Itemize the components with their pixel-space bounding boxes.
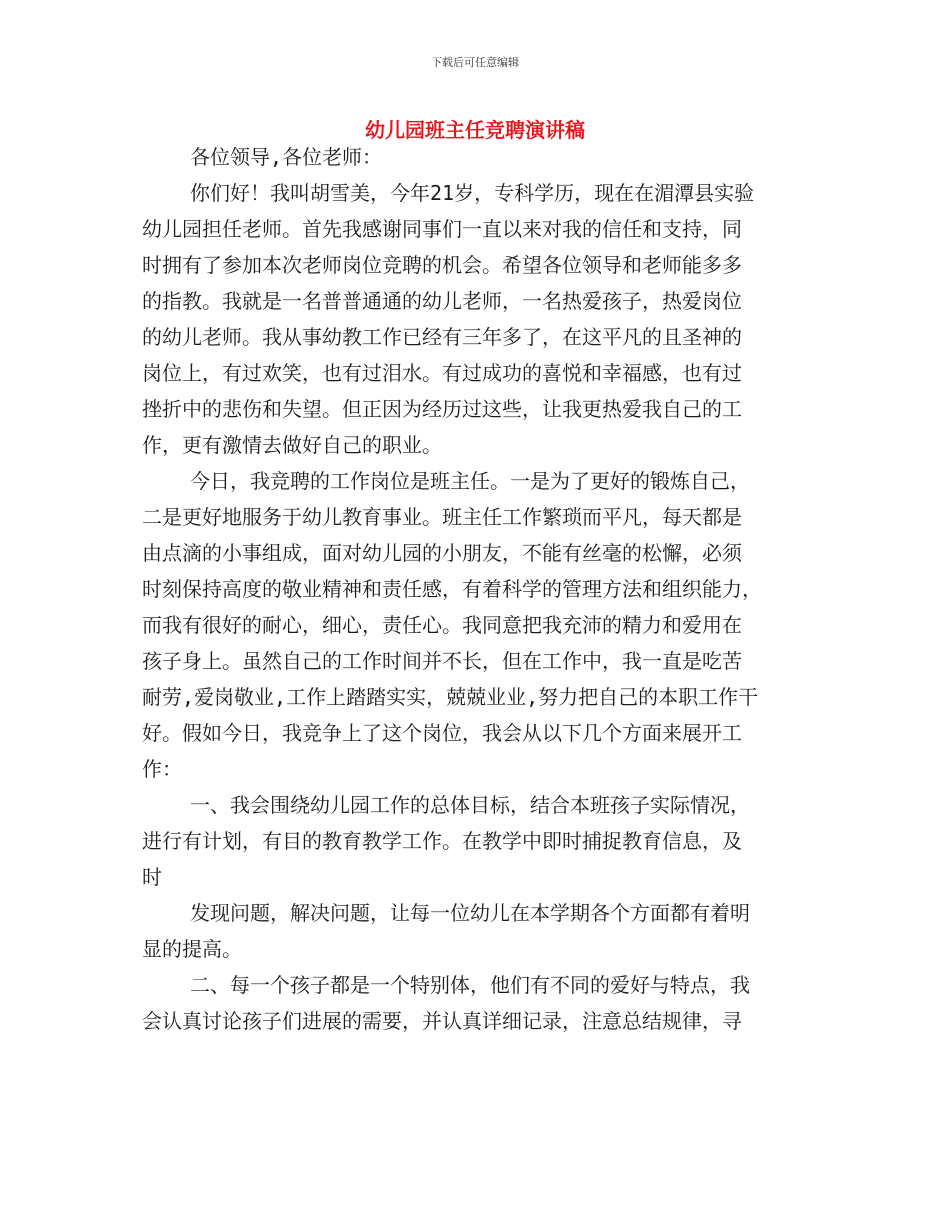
body-line: 的指教。我就是一名普普通通的幼儿老师，一名热爱孩子，热爱岗位 xyxy=(142,289,742,313)
body-line: 由点滴的小事组成，面对幼儿园的小朋友，不能有丝毫的松懈，必须 xyxy=(142,541,742,565)
body-line: 时拥有了参加本次老师岗位竞聘的机会。希望各位领导和老师能多多 xyxy=(142,253,742,277)
body-line: 作，更有激情去做好自己的职业。 xyxy=(142,433,442,457)
body-line: 时 xyxy=(142,865,162,889)
body-line: 而我有很好的耐心，细心，责任心。我同意把我充沛的精力和爱用在 xyxy=(142,613,742,637)
body-line: 进行有计划，有目的教育教学工作。在教学中即时捕捉教育信息，及 xyxy=(142,829,742,853)
body-line: 岗位上，有过欢笑，也有过泪水。有过成功的喜悦和幸福感，也有过 xyxy=(142,361,742,385)
body-line: 二、每一个孩子都是一个特别体，他们有不同的爱好与特点，我 xyxy=(190,973,750,997)
body-line: 发现问题，解决问题，让每一位幼儿在本学期各个方面都有着明 xyxy=(190,901,750,925)
body-line: 显的提高。 xyxy=(142,937,242,961)
body-line: 的幼儿老师。我从事幼教工作已经有三年多了，在这平凡的且圣神的 xyxy=(142,325,742,349)
body-line: 各位领导,各位老师： xyxy=(190,145,383,169)
body-line: 挫折中的悲伤和失望。但正因为经历过这些，让我更热爱我自己的工 xyxy=(142,397,742,421)
body-line: 会认真讨论孩子们进展的需要，并认真详细记录，注意总结规律，寻 xyxy=(142,1009,742,1033)
body-line: 作： xyxy=(142,757,182,781)
body-line: 一、我会围绕幼儿园工作的总体目标，结合本班孩子实际情况， xyxy=(190,793,750,817)
body-line: 二是更好地服务于幼儿教育事业。班主任工作繁琐而平凡，每天都是 xyxy=(142,505,742,529)
body-line: 耐劳,爱岗敬业,工作上踏踏实实，兢兢业业,努力把自己的本职工作干 xyxy=(142,685,759,709)
body-line: 你们好！我叫胡雪美，今年21岁，专科学历，现在在湄潭县实验 xyxy=(190,181,755,205)
body-line: 好。假如今日，我竞争上了这个岗位，我会从以下几个方面来展开工 xyxy=(142,721,742,745)
body-line: 今日，我竞聘的工作岗位是班主任。一是为了更好的锻炼自己， xyxy=(190,469,750,493)
body-line: 孩子身上。虽然自己的工作时间并不长，但在工作中，我一直是吃苦 xyxy=(142,649,742,673)
header-note: 下载后可任意编辑 xyxy=(431,56,519,69)
document-title: 幼儿园班主任竞聘演讲稿 xyxy=(365,118,585,142)
body-line: 时刻保持高度的敬业精神和责任感，有着科学的管理方法和组织能力， xyxy=(142,577,762,601)
document-body xyxy=(142,139,807,1039)
body-line: 幼儿园担任老师。首先我感谢同事们一直以来对我的信任和支持，同 xyxy=(142,217,742,241)
